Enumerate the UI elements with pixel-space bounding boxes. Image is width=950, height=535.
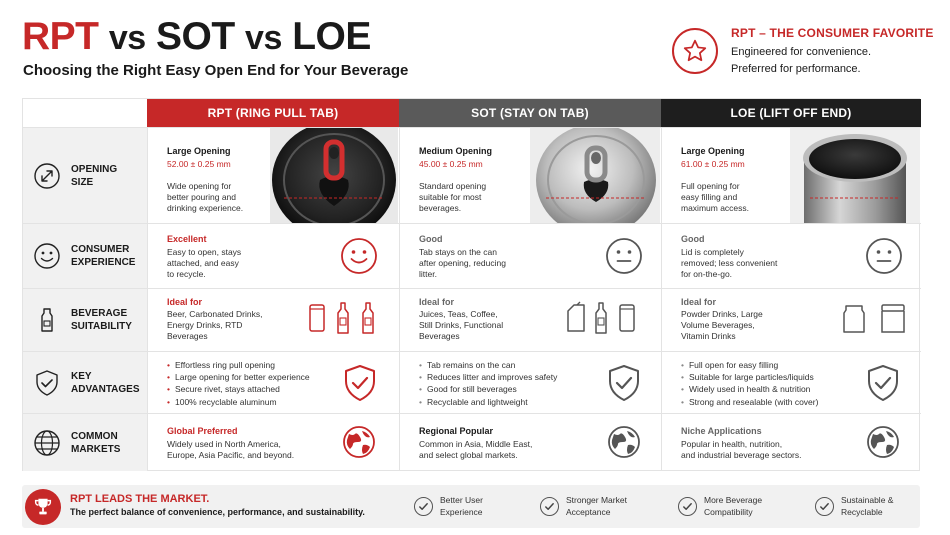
- row-beverage-suitability: [23, 288, 921, 351]
- cell-text: after opening, reducing: [419, 258, 506, 268]
- ideal-for-label: Ideal for: [419, 297, 455, 307]
- globe-icon: [607, 425, 641, 459]
- list-item: • Strong and resealable (with cover): [681, 396, 818, 408]
- cell-text: Standard opening: [419, 181, 487, 191]
- row-label: [23, 352, 147, 413]
- shield-check-icon: [33, 369, 61, 397]
- column-header-loe: LOE (LIFT OFF END): [661, 99, 921, 127]
- star-icon: [672, 28, 718, 74]
- opening-size-value: 61.00 ± 0.25 mm: [681, 159, 745, 169]
- cell-text: Volume Beverages,: [681, 320, 755, 330]
- favorite-line: Engineered for convenience.: [731, 46, 872, 58]
- row-label-text: COMMON MARKETS: [71, 430, 121, 455]
- neutral-face-icon: [865, 237, 903, 275]
- ideal-for-label: Ideal for: [681, 297, 717, 307]
- cell-sot-advantages: [399, 352, 661, 413]
- cell-text: for on-the-go.: [681, 269, 733, 279]
- bottle-icon: [33, 306, 61, 334]
- cell-text: easy filling and: [681, 192, 738, 202]
- cell-text: beverages.: [419, 203, 462, 213]
- cell-text: drinking experience.: [167, 203, 244, 213]
- row-label: [23, 224, 147, 288]
- loe-open-can-image: [790, 128, 920, 223]
- opening-type: Large Opening: [167, 146, 231, 156]
- happy-face-icon: [340, 237, 378, 275]
- row-consumer-experience: [23, 223, 921, 288]
- row-opening-size: [23, 127, 921, 223]
- list-item: • Tab remains on the can: [419, 359, 557, 371]
- globe-icon: [866, 425, 900, 459]
- benefit-text: Stronger Market Acceptance: [566, 495, 627, 517]
- list-item: • Recyclable and lightweight: [419, 396, 557, 408]
- title-sot: SOT: [156, 15, 235, 58]
- check-circle-icon: [540, 497, 559, 516]
- cell-text: Lid is completely: [681, 247, 744, 257]
- row-label: [23, 414, 147, 471]
- list-item: • 100% recyclable aluminum: [167, 396, 310, 408]
- list-item: • Reduces litter and improves safety: [419, 371, 557, 383]
- sot-can-end-image: [530, 128, 660, 223]
- cell-rpt-consumer: [147, 224, 399, 288]
- globe-icon: [342, 425, 376, 459]
- market-status: Global Preferred: [167, 426, 238, 436]
- row-label-text: CONSUMER EXPERIENCE: [71, 244, 136, 268]
- cell-loe-consumer: [661, 224, 921, 288]
- opening-size-value: 52.00 ± 0.25 mm: [167, 159, 231, 169]
- globe-icon: [33, 429, 61, 457]
- list-item: • Suitable for large particles/liquids: [681, 371, 818, 383]
- cell-text: Europe, Asia Pacific, and beyond.: [167, 450, 295, 460]
- cell-rpt-opening: [147, 128, 399, 223]
- cell-text: Easy to open, stays: [167, 247, 242, 257]
- column-header-rpt: RPT (RING PULL TAB): [147, 99, 399, 127]
- row-common-markets: [23, 413, 921, 471]
- list-item: • Widely used in health & nutrition: [681, 383, 818, 395]
- jar-icons: [842, 302, 912, 336]
- advantages-list: [419, 359, 557, 408]
- footer-subtitle: The perfect balance of convenience, performance, and sustainability.: [70, 507, 365, 517]
- cell-sot-markets: [399, 414, 661, 471]
- trophy-icon: [25, 489, 61, 525]
- list-item: • Secure rivet, stays attached: [167, 383, 310, 395]
- row-key-advantages: [23, 351, 921, 413]
- shield-check-icon: [607, 364, 641, 402]
- carton-bottle-can-icons: [566, 301, 646, 335]
- row-label: [23, 289, 147, 351]
- cell-text: Vitamin Drinks: [681, 331, 736, 341]
- cell-text: Widely used in North America,: [167, 439, 281, 449]
- page-title: [22, 14, 371, 61]
- cell-text: attached, and easy: [167, 258, 239, 268]
- opening-type: Large Opening: [681, 146, 745, 156]
- list-item: • Large opening for better experience: [167, 371, 310, 383]
- title-rpt: RPT: [22, 15, 99, 58]
- cell-text: better pouring and: [167, 192, 236, 202]
- benefit-text: Sustainable & Recyclable: [841, 495, 894, 517]
- cell-text: maximum access.: [681, 203, 750, 213]
- rpt-can-end-image: [270, 128, 398, 223]
- footer-title: RPT LEADS THE MARKET.: [70, 493, 210, 505]
- favorite-callout: [672, 24, 942, 80]
- cell-text: and select global markets.: [419, 450, 518, 460]
- cell-loe-opening: [661, 128, 921, 223]
- list-item: • Full open for easy filling: [681, 359, 818, 371]
- check-circle-icon: [414, 497, 433, 516]
- neutral-face-icon: [605, 237, 643, 275]
- favorite-title: RPT – THE CONSUMER FAVORITE: [731, 26, 934, 40]
- rating: Good: [419, 234, 443, 244]
- shield-check-icon: [343, 364, 377, 402]
- cell-text: litter.: [419, 269, 437, 279]
- opening-size-value: 45.00 ± 0.25 mm: [419, 159, 483, 169]
- market-status: Niche Applications: [681, 426, 762, 436]
- cell-text: and industrial beverage sectors.: [681, 450, 802, 460]
- opening-type: Medium Opening: [419, 146, 492, 156]
- benefit-text: Better User Experience: [440, 495, 483, 517]
- page-subtitle: Choosing the Right Easy Open End for Your Beverage: [23, 62, 409, 79]
- smiley-icon: [33, 242, 61, 270]
- cell-text: Full opening for: [681, 181, 740, 191]
- shield-check-icon: [866, 364, 900, 402]
- row-label-text: KEY ADVANTAGES: [71, 370, 140, 395]
- advantages-list: [167, 359, 310, 408]
- cell-text: Juices, Teas, Coffee,: [419, 309, 498, 319]
- cell-text: removed; less convenient: [681, 258, 778, 268]
- cell-text: Beer, Carbonated Drinks,: [167, 309, 263, 319]
- cell-text: Popular in health, nutrition,: [681, 439, 783, 449]
- cell-text: Wide opening for: [167, 181, 232, 191]
- benefit-text: More Beverage Compatibility: [704, 495, 763, 517]
- ideal-for-label: Ideal for: [167, 297, 203, 307]
- column-header-sot: SOT (STAY ON TAB): [399, 99, 661, 127]
- cell-text: to recycle.: [167, 269, 206, 279]
- cell-text: Beverages: [167, 331, 208, 341]
- list-item: • Effortless ring pull opening: [167, 359, 310, 371]
- row-label-text: OPENING SIZE: [71, 163, 118, 188]
- check-circle-icon: [815, 497, 834, 516]
- cell-text: Beverages: [419, 331, 460, 341]
- rating: Excellent: [167, 234, 207, 244]
- resize-diagonal-icon: [33, 162, 61, 190]
- list-item: • Good for still beverages: [419, 383, 557, 395]
- can-bottle-icons: [308, 301, 388, 335]
- cell-loe-advantages: [661, 352, 921, 413]
- row-label: [23, 128, 147, 223]
- cell-sot-suitability: [399, 289, 661, 351]
- cell-loe-suitability: [661, 289, 921, 351]
- cell-text: Tab stays on the can: [419, 247, 497, 257]
- cell-text: Powder Drinks, Large: [681, 309, 763, 319]
- cell-rpt-markets: [147, 414, 399, 471]
- check-circle-icon: [678, 497, 697, 516]
- cell-text: Energy Drinks, RTD: [167, 320, 243, 330]
- cell-rpt-advantages: [147, 352, 399, 413]
- cell-sot-consumer: [399, 224, 661, 288]
- title-loe: LOE: [292, 15, 371, 58]
- cell-sot-opening: [399, 128, 661, 223]
- cell-text: Still Drinks, Functional: [419, 320, 504, 330]
- market-status: Regional Popular: [419, 426, 494, 436]
- footer-banner: [22, 485, 920, 528]
- row-label-text: BEVERAGE SUITABILITY: [71, 308, 132, 332]
- rating: Good: [681, 234, 705, 244]
- cell-text: Common in Asia, Middle East,: [419, 439, 533, 449]
- title-vs: vs: [108, 19, 146, 57]
- cell-text: suitable for most: [419, 192, 482, 202]
- title-vs: vs: [245, 19, 282, 57]
- comparison-table: [22, 98, 920, 471]
- advantages-list: [681, 359, 818, 408]
- favorite-line: Preferred for performance.: [731, 63, 861, 75]
- cell-loe-markets: [661, 414, 921, 471]
- cell-rpt-suitability: [147, 289, 399, 351]
